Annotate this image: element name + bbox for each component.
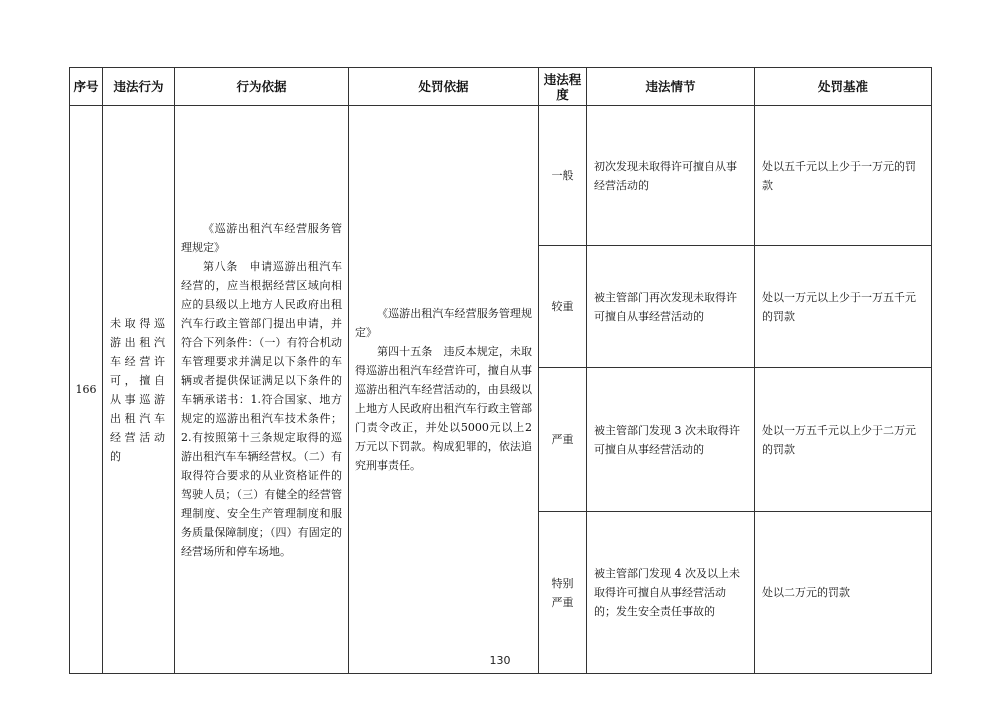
header-circumstances: 违法情节 xyxy=(587,68,755,106)
standard-severe: 处以一万五千元以上少于二万元的罚款 xyxy=(755,368,932,512)
header-number: 序号 xyxy=(70,68,103,106)
behavior-basis xyxy=(175,106,349,674)
behavior-basis-title: 《巡游出租汽车经营服务管理规定》 xyxy=(181,221,342,254)
header-behavior-basis: 行为依据 xyxy=(175,68,349,106)
standard-general: 处以五千元以上少于一万元的罚款 xyxy=(755,106,932,246)
circumstances-severe: 被主管部门发现 3 次未取得许可擅自从事经营活动的 xyxy=(587,368,755,512)
header-violation: 违法行为 xyxy=(103,68,175,106)
circumstances-serious: 被主管部门再次发现未取得许可擅自从事经营活动的 xyxy=(587,246,755,368)
behavior-basis-article: 第八条 申请巡游出租汽车经营的，应当根据经营区域向相应的县级以上地方人民政府出租汽车行政主管部门提出申请，并符合下列条件：（一）有符合机动车管理要求并满足以下条件的车辆或者提供保证满足以下条件的车辆承诺书：1.符合国家、地方规定的巡游出租汽车技术条件；2.有按照第十三条规定取得的巡游出租汽车车辆经营权。（二）有取得符合要求的从业资格证件的驾驶人员；（三）有健全的经营管理制度、安全生产管理制度和服务质量保障制度；（四）有固定的经营场所和停车场地。 xyxy=(181,259,342,558)
header-penalty-basis: 处罚依据 xyxy=(349,68,539,106)
degree-severe: 严重 xyxy=(539,368,587,512)
penalty-basis-article: 第四十五条 违反本规定，未取得巡游出租汽车经营许可，擅自从事巡游出租汽车经营活动的，由县级以上地方人民政府出租汽车行政主管部门责令改正，并处以5000元以上2万元以下罚款。构成犯罪的，依法追究刑事责任。 xyxy=(355,345,532,472)
row-number: 166 xyxy=(70,106,103,674)
penalty-basis xyxy=(349,106,539,674)
page-number: 130 xyxy=(489,654,511,667)
penalty-standard-table xyxy=(69,67,932,674)
penalty-basis-title: 《巡游出租汽车经营服务管理规定》 xyxy=(355,307,532,339)
header-standard: 处罚基准 xyxy=(755,68,932,106)
table-row xyxy=(70,106,932,246)
violation-behavior: 未取得巡游出租汽车经营许可，擅自从事巡游出租汽车经营活动的 xyxy=(103,106,175,674)
degree-especially-severe: 特别严重 xyxy=(539,512,587,674)
degree-general: 一般 xyxy=(539,106,587,246)
degree-serious: 较重 xyxy=(539,246,587,368)
circumstances-general: 初次发现未取得许可擅自从事经营活动的 xyxy=(587,106,755,246)
standard-especially-severe: 处以二万元的罚款 xyxy=(755,512,932,674)
standard-serious: 处以一万元以上少于一万五千元的罚款 xyxy=(755,246,932,368)
header-degree: 违法程度 xyxy=(539,68,587,106)
header-row xyxy=(70,68,932,106)
circumstances-especially-severe: 被主管部门发现 4 次及以上未取得许可擅自从事经营活动的；发生安全责任事故的 xyxy=(587,512,755,674)
